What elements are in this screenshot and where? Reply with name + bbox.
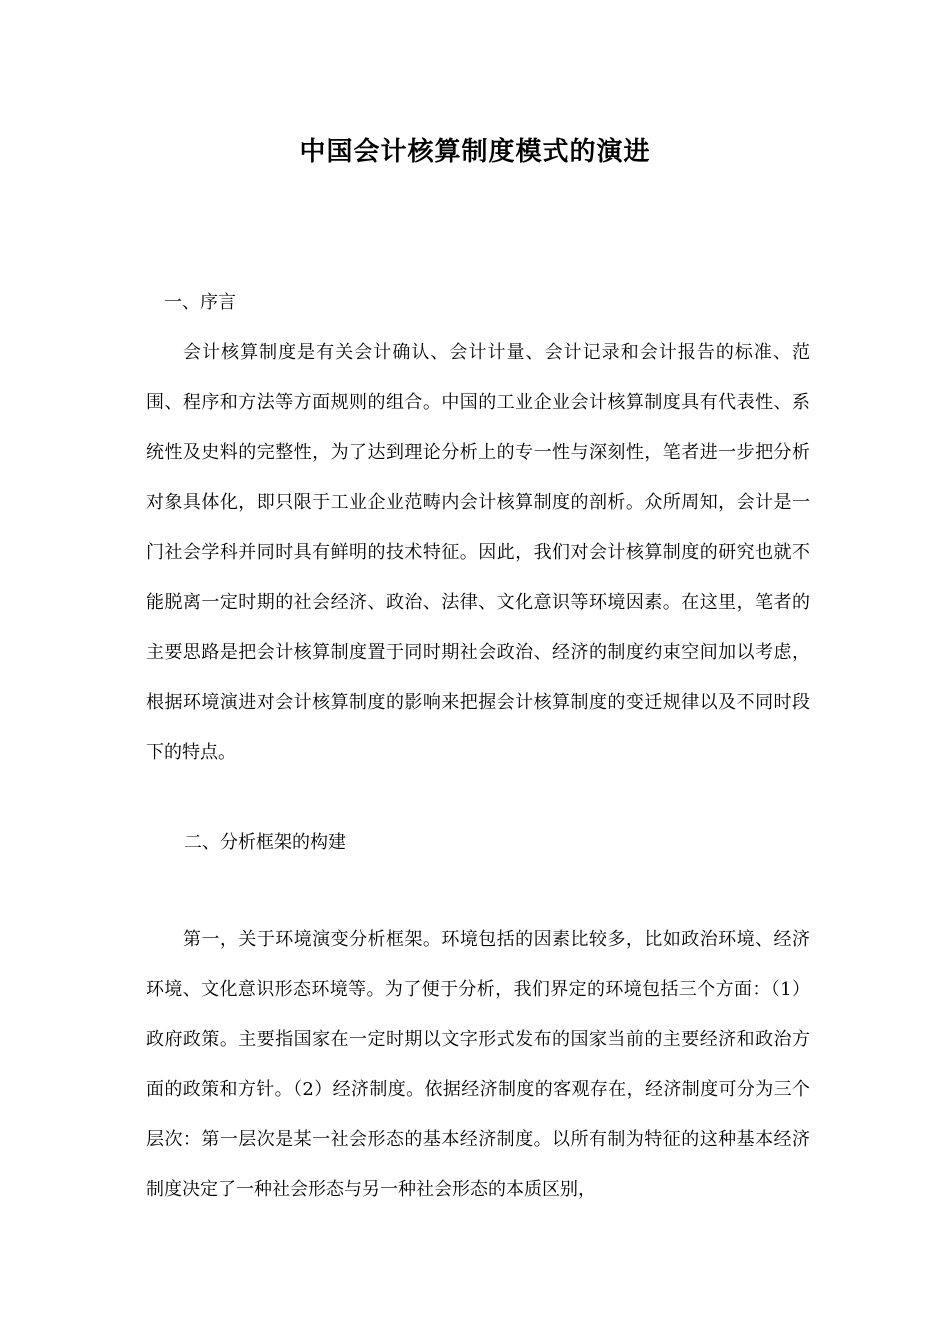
paragraph-preface: 会计核算制度是有关会计确认、会计计量、会计记录和会计报告的标准、范围、程序和方法等方面规则的组合。中国的工业企业会计核算制度具有代表性、系统性及史料的完整性，为了达到理论分析上的专一性与深刻性，笔者进一步把分析对象具体化，即只限于工业企业范畴内会计核算制度的剖析。众所周知，会计是一门社会学科并同时具有鲜明的技术特征。因此，我们对会计核算制度的研究也就不能脱离一定时期的社会经济、政治、法律、文化意识等环境因素。在这里，笔者的主要思路是把会计核算制度置于同时期社会政治、经济的制度约束空间加以考虑，根据环境演进对会计核算制度的影响来把握会计核算制度的变迁规律以及不同时段下的特点。	[146, 342, 810, 763]
document-title: 中国会计核算制度模式的演进	[299, 137, 651, 167]
section-heading-preface: 一、序言	[164, 292, 236, 313]
paragraph-framework: 第一，关于环境演变分析框架。环境包括的因素比较多，比如政治环境、经济环境、文化意识形态环境等。为了便于分析，我们界定的环境包括三个方面：（1）政府政策。主要指国家在一定时期以文字形式发布的国家当前的主要经济和政治方面的政策和方针。（2）经济制度。依据经济制度的客观存在，经济制度可分为三个层次：第一层次是某一社会形态的基本经济制度。以所有制为特征的这种基本经济制度决定了一种社会形态与另一种社会形态的本质区别，	[146, 929, 810, 1200]
section-heading-framework: 二、分析框架的构建	[184, 832, 346, 853]
